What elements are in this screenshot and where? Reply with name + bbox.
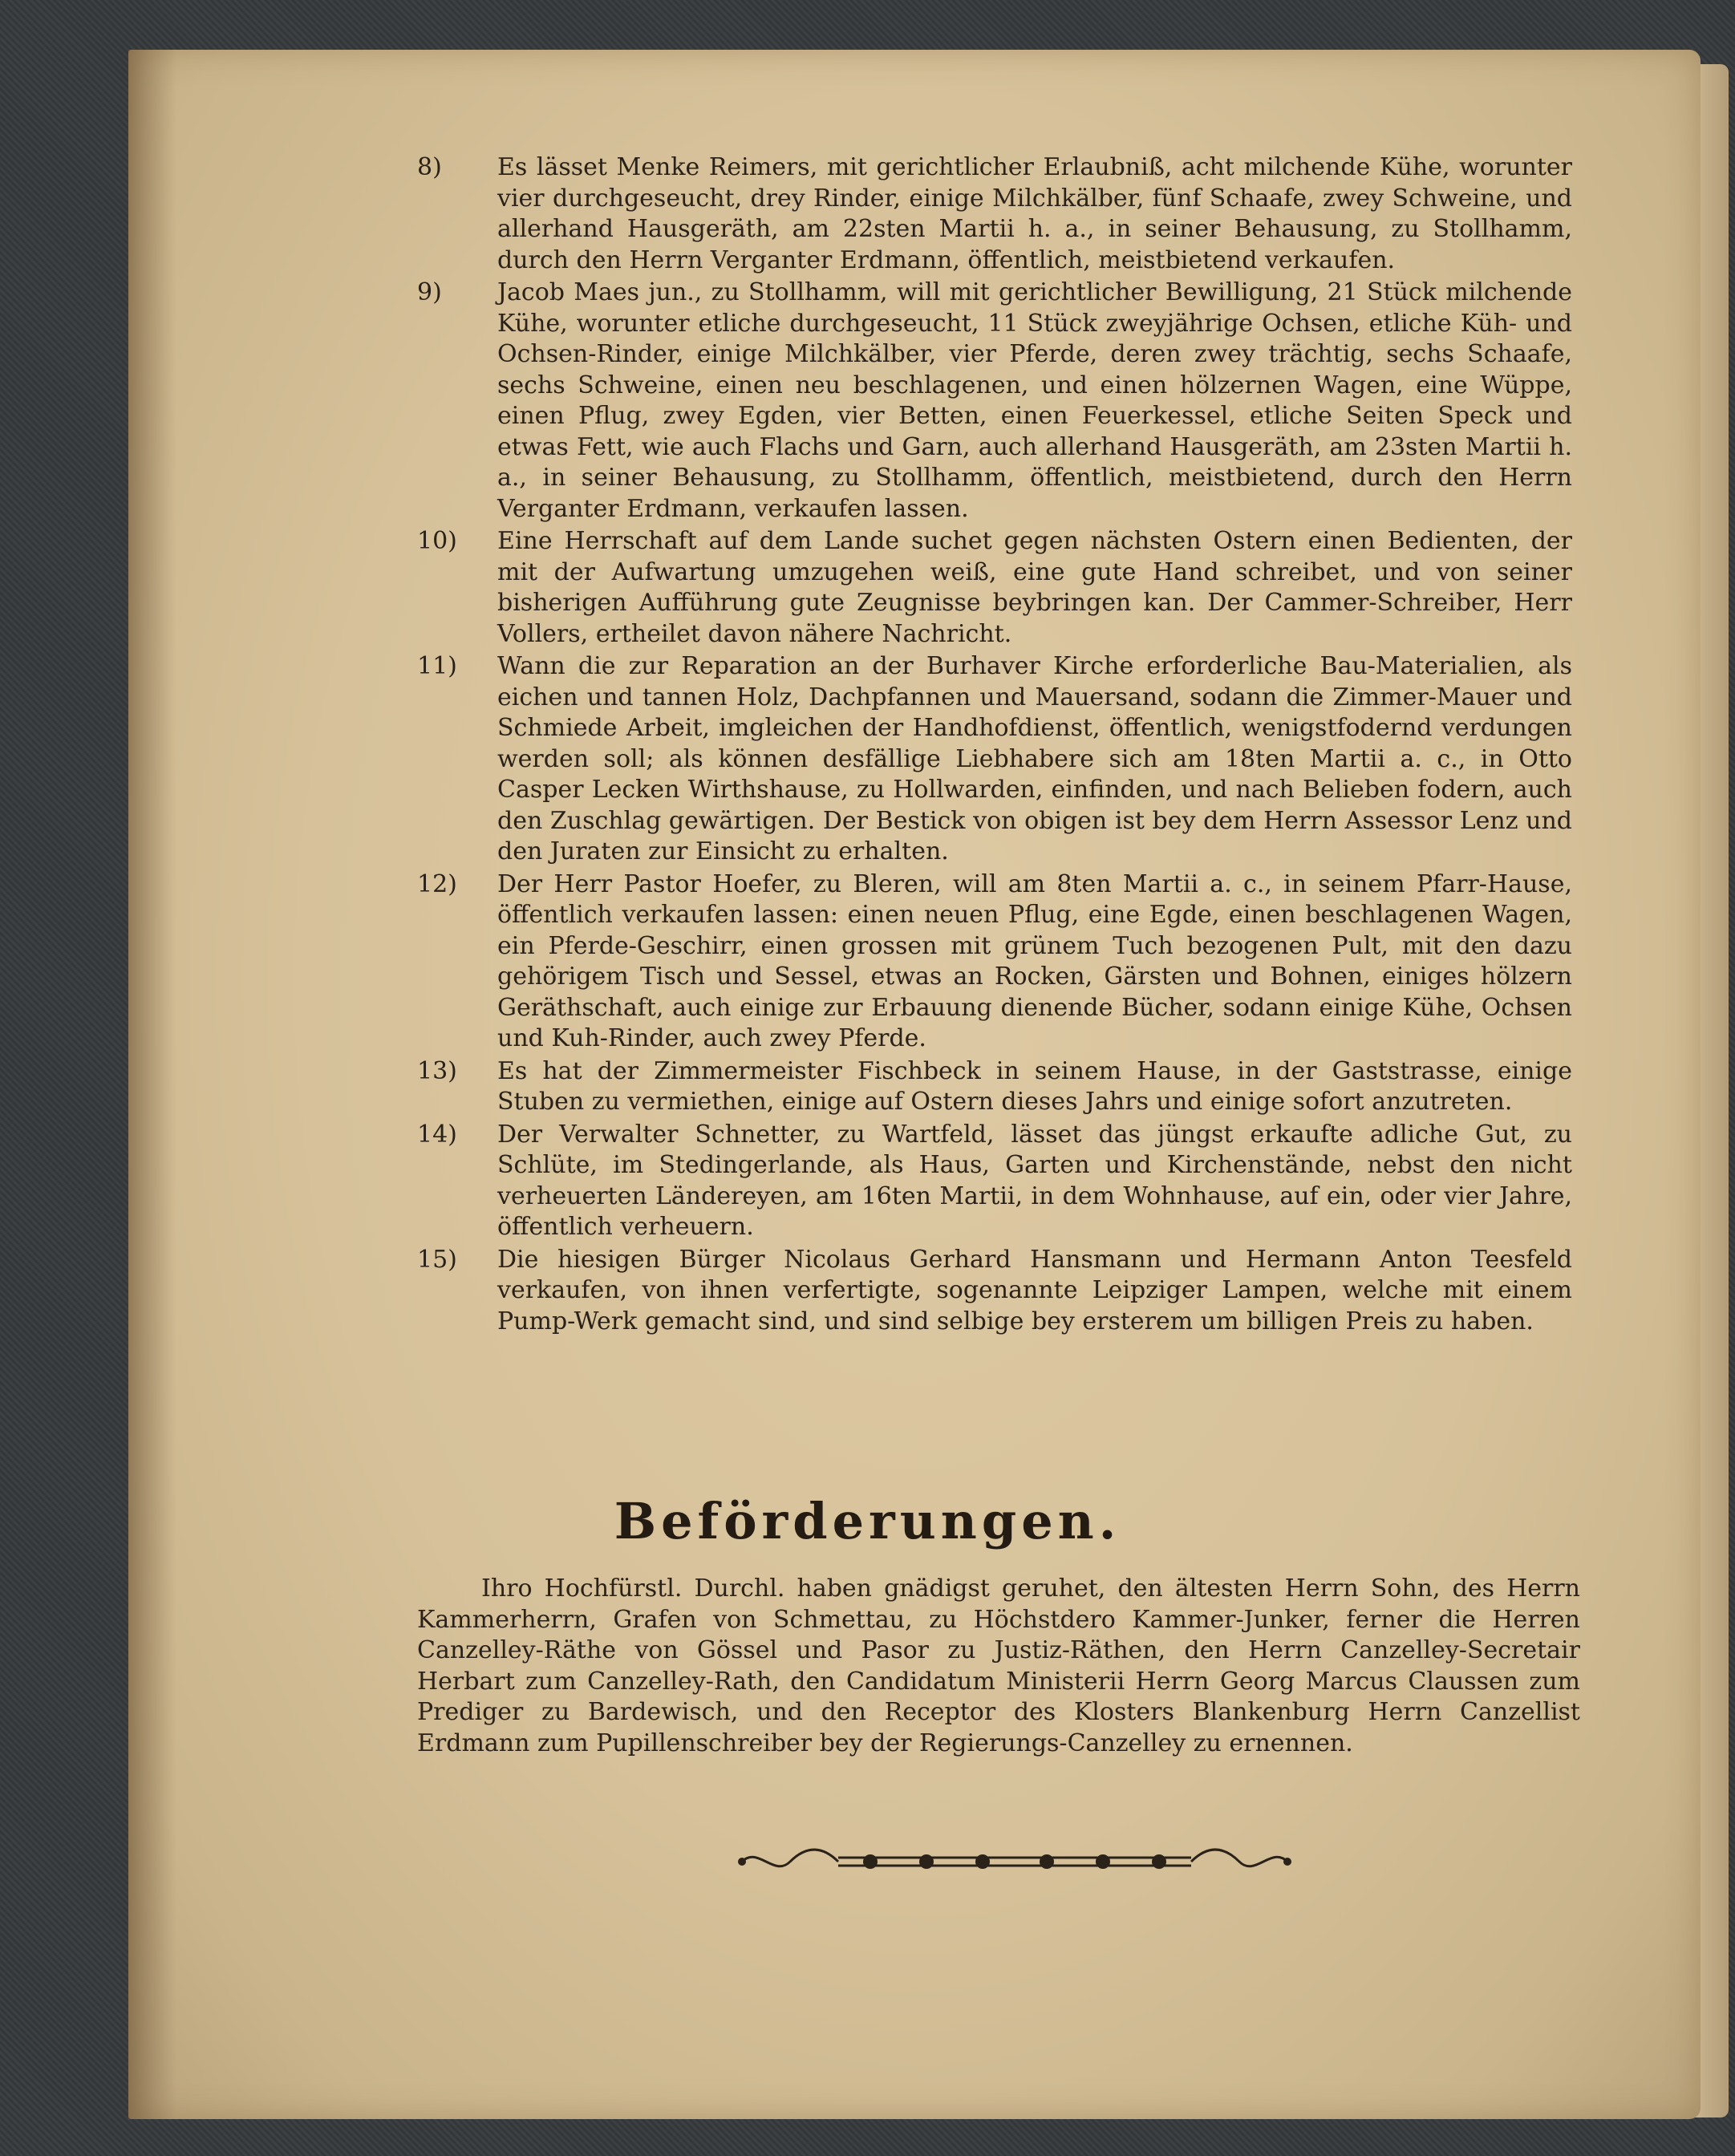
promotions-paragraph: Ihro Hochfürstl. Durchl. haben gnädigst geruhet, den ältesten Herrn Sohn, des Herrn Kammerherrn, Grafen von Schmettau, zu Höchstdero Kammer-Junker, ferner die Herren Canzelley-Räthe von Gössel und Pasor zu Justiz-Räthen, den Herrn Canzelley-Secretair Herbart zum Canzelley-Rath, den Candidatum Ministerii Herrn Georg Marcus Claussen zum Prediger zu Bardewisch, und den Receptor des Klosters Blankenburg Herrn Canzellist Erdmann zum Pupillenschreiber bey der Regierungs-Canzelley zu ernennen. — [417, 1574, 1580, 1757]
announcement-entry — [417, 1120, 1572, 1243]
entry-text: Der Verwalter Schnetter, zu Wartfeld, lässet das jüngst erkaufte adliche Gut, zu Schlüte, im Stedingerlande, als Haus, Garten und Kirchenstände, nebst den nicht verheuerten Ländereyen, am 16ten Martii, in dem Wohnhause, auf ein, oder vier Jahre, öffentlich verheuern. — [497, 1120, 1572, 1241]
entry-number: 12) — [417, 869, 457, 898]
decorative-ornament-icon — [726, 1842, 1303, 1882]
entry-text: Die hiesigen Bürger Nicolaus Gerhard Hansmann und Hermann Anton Teesfeld verkaufen, von ihnen verfertigte, sogenannte Leipziger Lampen, welche mit einem Pump-Werk gemacht sind, und sind selbige bey ersterem um billigen Preis zu haben. — [497, 1245, 1572, 1335]
entry-number: 9) — [417, 278, 442, 306]
announcements-list — [417, 152, 1572, 1339]
entry-text: Der Herr Pastor Hoefer, zu Bleren, will am 8ten Martii a. c., in seinem Pfarr-Hause, öffentlich verkaufen lassen: einen neuen Pflug, eine Egde, einen beschlagenen Wagen, ein Pferde-Geschirr, einen grossen mit grünem Tuch bezogenen Pult, mit den dazu gehörigem Tisch und Sessel, etwas an Rocken, Gärsten und Bohnen, einiges hölzern Geräthschaft, auch einige zur Erbauung dienende Bücher, sodann einige Kühe, Ochsen und Kuh-Rinder, auch zwey Pferde. — [497, 869, 1572, 1052]
announcement-entry — [417, 526, 1572, 650]
entry-number: 13) — [417, 1056, 457, 1085]
announcement-entry — [417, 278, 1572, 525]
announcement-entry — [417, 1245, 1572, 1338]
announcement-entry — [417, 651, 1572, 868]
entry-text: Jacob Maes jun., zu Stollhamm, will mit gerichtlicher Bewilligung, 21 Stück milchende Kühe, worunter etliche durchgeseucht, 11 Stück zweyjährige Ochsen, etliche Küh- und Ochsen-Rinder, einige Milchkälber, vier Pferde, deren zwey trächtig, sechs Schaafe, sechs Schweine, einen neu beschlagenen, und einen hölzernen Wagen, eine Wüppe, einen Pflug, zwey Egden, vier Betten, einen Feuerkessel, etliche Seiten Speck und etwas Fett, wie auch Flachs und Garn, auch allerhand Hausgeräth, am 23sten Martii h. a., in seiner Behausung, zu Stollhamm, öffentlich, meistbietend, durch den Herrn Verganter Erdmann, verkaufen lassen. — [497, 278, 1572, 523]
section-heading: Beförderungen. — [614, 1492, 1121, 1550]
entry-number: 8) — [417, 153, 442, 181]
announcement-entry — [417, 152, 1572, 276]
entry-number: 10) — [417, 527, 457, 555]
entry-text: Es lässet Menke Reimers, mit gerichtlicher Erlaubniß, acht milchende Kühe, worunter vier durchgeseucht, drey Rinder, einige Milchkälber, fünf Schaafe, zwey Schweine, und allerhand Hausgeräth, am 22sten Martii h. a., in seiner Behausung, zu Stollhamm, durch den Herrn Verganter Erdmann, öffentlich, meistbietend verkaufen. — [497, 153, 1572, 274]
announcement-entry — [417, 869, 1572, 1055]
page-gutter — [128, 50, 176, 2119]
entry-text: Es hat der Zimmermeister Fischbeck in seinem Hause, in der Gaststrasse, einige Stuben zu vermiethen, einige auf Ostern dieses Jahrs und einige sofort anzutreten. — [497, 1056, 1572, 1116]
entry-number: 15) — [417, 1245, 457, 1274]
entry-text: Wann die zur Reparation an der Burhaver Kirche erforderliche Bau-Materialien, als eichen und tannen Holz, Dachpfannen und Mauersand, sodann die Zimmer-Mauer und Schmiede Arbeit, imgleichen der Handhofdienst, öffentlich, wenigstfodernd verdungen werden soll; als können desfällige Liebhabere sich am 18ten Martii a. c., in Otto Casper Lecken Wirthshause, zu Hollwarden, einfinden, und nach Belieben fodern, auch den Zuschlag gewärtigen. Der Bestick von obigen ist bey dem Herrn Assessor Lenz und den Juraten zur Einsicht zu erhalten. — [497, 652, 1572, 865]
entry-text: Eine Herrschaft auf dem Lande suchet gegen nächsten Ostern einen Bedienten, der mit der Aufwartung umzugehen weiß, eine gute Hand schreibet, und von seiner bisherigen Aufführung gute Zeugnisse beybringen kan. Der Cammer-Schreiber, Herr Vollers, ertheilet davon nähere Nachricht. — [497, 527, 1572, 648]
entry-number: 14) — [417, 1120, 457, 1149]
entry-number: 11) — [417, 652, 457, 680]
announcement-entry — [417, 1056, 1572, 1118]
